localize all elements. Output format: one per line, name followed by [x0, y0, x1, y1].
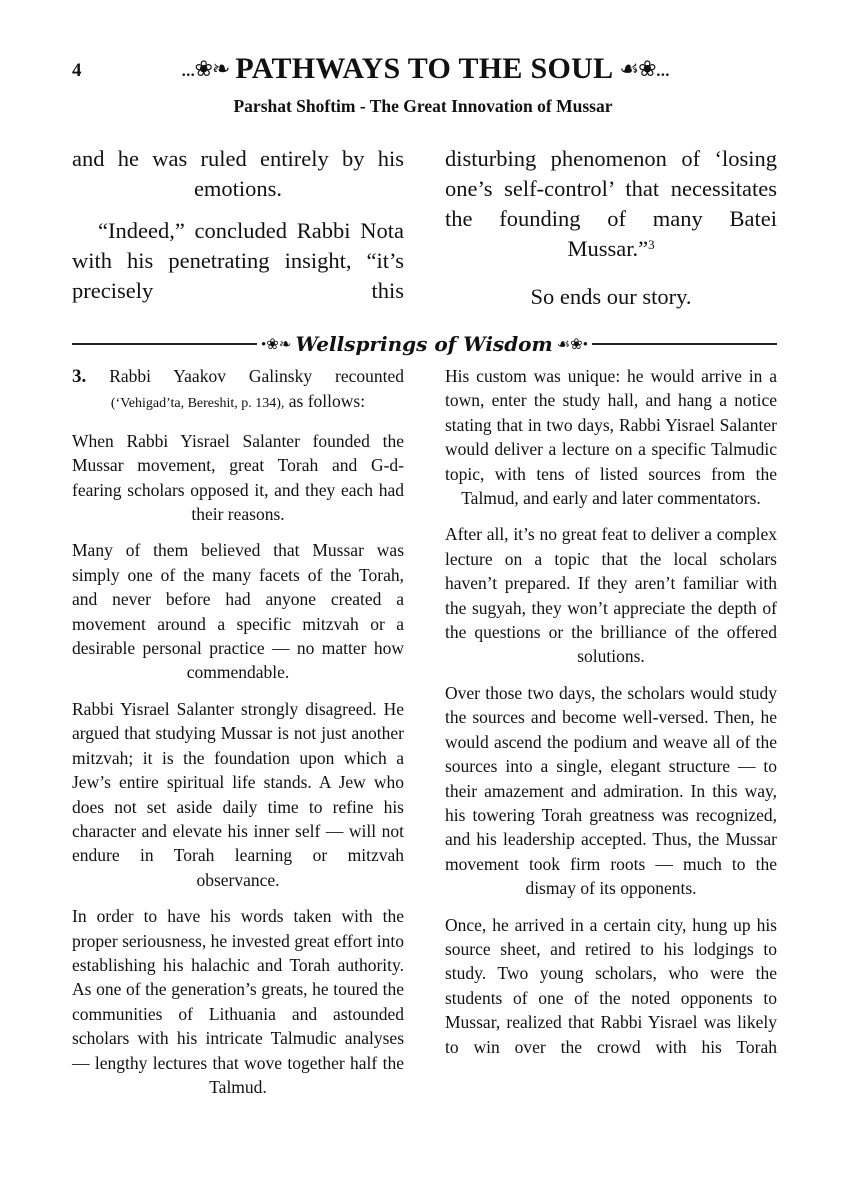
intro-text: Rabbi Yaakov Galinsky recounted [109, 366, 404, 386]
article-subtitle: Parshat Shoftim - The Great Innovation of Mussar [233, 96, 613, 116]
footnote-marker: 3 [648, 237, 655, 252]
body-paragraph: Rabbi Yisrael Salanter strongly disagreed. He argued that studying Mussar is not just another mitzvah; it is the foundation upon which a Jew’s entire spiritual life stands. A Jew who does not set aside daily time to refine his character and elevate his inner self — will not endure in Torah learning or mitzvah observance. [72, 698, 404, 890]
section-title: Wellsprings of Wisdom [295, 332, 553, 356]
body-paragraph: Many of them believed that Mussar was simply one of the many facets of the Torah, and never before had anyone created a movement around a specific mitzvah or a desirable personal practice — no matter how commendable. [72, 540, 404, 683]
masthead [130, 48, 720, 90]
body-paragraph: His custom was unique: he would arrive in a town, enter the study hall, and hang a notice stating that in two days, Rabbi Yisrael Salanter would deliver a lecture on a specific Talmudic topic, with tens of listed sources from the Talmud, and early and later commentators. [445, 366, 777, 509]
divider-ornament-left-icon: •❀❧ [261, 336, 292, 353]
ornament-right-icon: ☙❀... [619, 56, 670, 81]
citation: (‘Vehigad’ta, Bereshit, p. 134), [110, 396, 285, 412]
section-divider [72, 332, 777, 356]
publication-title: PATHWAYS TO THE SOUL [235, 52, 614, 85]
intro-paragraph: and he was ruled entirely by his emotions. [72, 146, 404, 201]
story-intro [72, 364, 404, 417]
body-left-column [72, 364, 404, 1111]
item-number: 3. [72, 366, 87, 387]
body-right-column [445, 364, 777, 1071]
divider-ornament-right-icon: ☙❀• [556, 336, 588, 353]
body-paragraph: After all, it’s no great feat to deliver a complex lecture on a topic that the local scholars haven’t prepared. If they aren’t familiar with the sugyah, they won’t appreciate the depth of the questions or the brilliance of the offered solutions. [445, 524, 777, 667]
body-paragraph: Over those two days, the scholars would study the sources and become well-versed. Then, he would ascend the podium and weave all of the sources into a single, elegant structure — to their amazement and admiration. In this way, his towering Torah greatness was recognized, and his leadership accepted. Thus, the Mussar movement took firm roots — much to the dismay of its opponents. [445, 682, 777, 899]
page-number: 4 [72, 60, 82, 81]
divider-rule [72, 343, 257, 345]
intro-paragraph [445, 144, 777, 264]
intro-tail: as follows: [288, 391, 366, 412]
body-paragraph: Once, he arrived in a certain city, hung up his source sheet, and retired to his lodgings to study. Two young scholars, who were the students of one of the noted opponents to Mussar, realized that Rabbi Yisrael was likely to win over the crowd with his Torah [445, 914, 777, 1057]
divider-rule [592, 343, 777, 345]
intro-text: disturbing phenomenon of ‘losing one’s self-control’ that necessitates the founding of many Batei Mussar.” [445, 146, 777, 261]
intro-closing-line: So ends our story. [530, 284, 692, 309]
body-paragraph: When Rabbi Yisrael Salanter founded the Mussar movement, great Torah and G-d-fearing scholars opposed it, and they each had their reasons. [72, 430, 404, 525]
ornament-left-icon: ...❀❧ [180, 56, 230, 81]
intro-left-column [72, 144, 404, 318]
body-paragraph: In order to have his words taken with the proper seriousness, he invested great effort into establishing his halachic and Torah authority. As one of the generation’s greats, he toured the communities of Lithuania and astounded scholars with his intricate Talmudic analyses — lengthy lectures that wove together half the Talmud. [72, 906, 404, 1097]
intro-paragraph: “Indeed,” concluded Rabbi Nota with his penetrating insight, “it’s precisely this [72, 218, 404, 303]
intro-right-column [445, 144, 777, 324]
